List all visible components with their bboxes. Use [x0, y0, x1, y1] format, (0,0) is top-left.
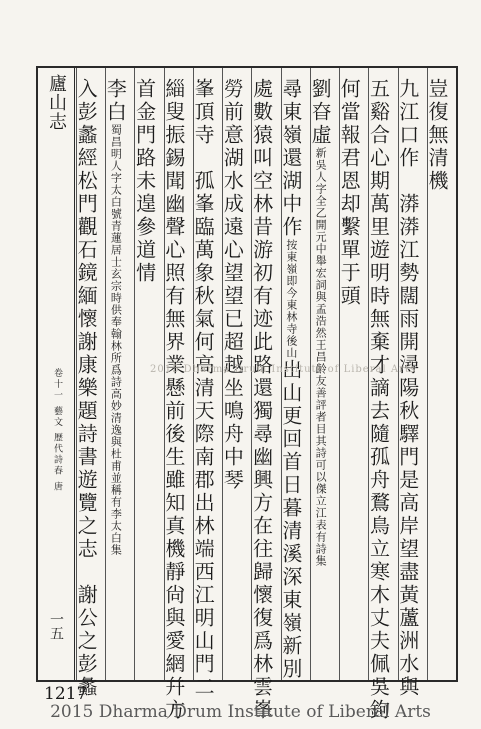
column-text: 峯頂寺 孤峯臨萬象秋氣何高清天際南郡出林端西江明山門二: [191, 78, 216, 699]
column-text: 勞前意湖水成遠心望望已超越坐鳴舟中琴: [220, 78, 245, 492]
watermark: 2015 Dharma Drum Institute of Liberal Arts: [150, 364, 416, 375]
poem-title: 尋東嶺還湖中作: [278, 78, 303, 239]
margin-page-marker: 一五: [48, 612, 64, 640]
text-column: [427, 68, 456, 680]
column-text: 五谿合心期萬里遊明時無棄才謫去隨孤舟鶩鳥立寒木丈夫佩吳鉤: [366, 78, 391, 722]
author-note: 新吳人字全乙開元中舉宏詞與孟浩然王昌齡友善評者目其詩可以傑立江表有詩集: [314, 147, 328, 567]
author-name: 劉昚虛: [308, 78, 333, 147]
column-text: 首金門路未遑參道情: [132, 78, 157, 285]
column-text: 豈復無清機: [425, 78, 449, 193]
column-text: 九江口作 漭漭江勢闊雨開潯陽秋驛門是高岸望盡黃蘆洲水與: [395, 78, 420, 699]
margin-section: 卷十一 藝文: [52, 368, 62, 428]
column-text: 緇叟振錫聞幽聲心照有無界業懸前後生雖知真機靜尙與愛網幷方: [161, 78, 186, 722]
margin-subtitle: [46, 368, 64, 493]
poem-note: 按東嶺即今東林寺後山: [284, 239, 298, 359]
text-column: [74, 68, 105, 699]
author-name: 李白: [103, 78, 128, 124]
margin-title: 廬山志: [46, 74, 67, 131]
column-text: 入彭蠡經松門觀石鏡緬懷謝康樂題詩書遊覽之志 謝公之彭蠡: [74, 78, 99, 699]
margin-section-sub: 歷代詩春 唐: [52, 432, 62, 493]
text-column: [105, 68, 134, 680]
margin-column: [38, 68, 75, 680]
footer-credit: 2015 Dharma Drum Institute of Liberal Arts: [50, 702, 431, 722]
column-text: [102, 78, 128, 556]
column-text: 何當報君恩却繫單于頭: [337, 78, 362, 308]
author-note: 蜀昌明人字太白號青蓮居士玄宗時供奉翰林所爲詩高妙清逸與杜甫並稱有李太白集: [109, 124, 123, 556]
column-text: [307, 78, 333, 567]
page-number: 1217: [44, 684, 88, 704]
poem-line: 出山更回首日暮清溪深東嶺新別: [278, 359, 303, 681]
column-text: [278, 78, 304, 681]
column-text: 處數猿叫空林昔游初有迹此路還獨尋幽興方在往歸懷復爲林雲峯: [249, 78, 274, 722]
